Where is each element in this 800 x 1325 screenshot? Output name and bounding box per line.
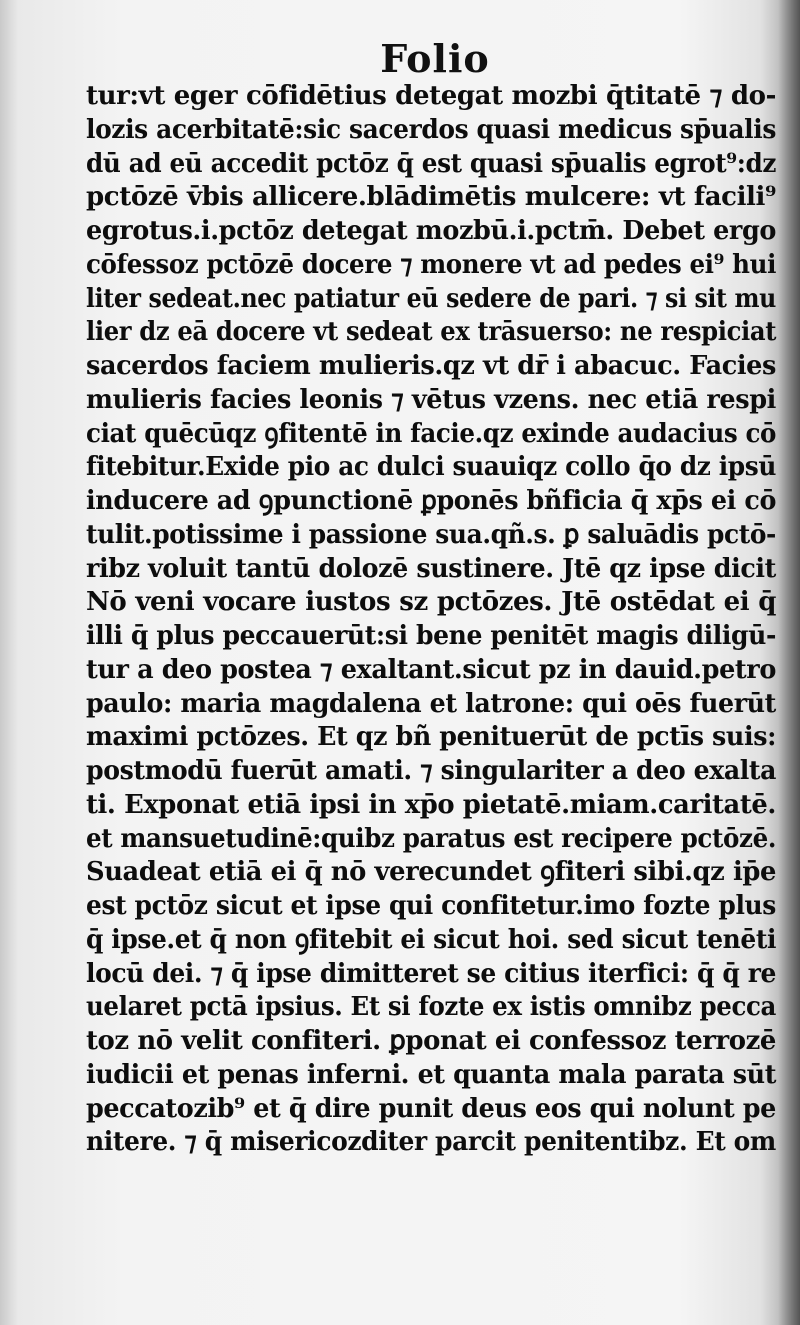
text-line: toz nō velit confiteri. ꝑponat ei confessoz terrozē [86, 1026, 776, 1056]
text-line: lier dz eā docere vt sedeat ex trāsuerso: ne respiciat [86, 317, 777, 348]
text-line: mulieris facies leonis ⁊ vētus vzens. nec etiā respi [86, 384, 776, 415]
text-line: iudicii et penas inferni. et quanta mala parata sūt [86, 1059, 777, 1090]
text-line: sacerdos faciem mulieris.qz vt dr̄ i abacuc. Facies [86, 351, 777, 381]
text-line: nitere. ⁊ q̄ misericozditer parcit penitentibz. Et om [86, 1127, 776, 1158]
text-line: pctōzē v̄bis allicere.blādimētis mulcere: vt facili⁹ [86, 182, 776, 213]
text-line: illi q̄ plus peccauerūt:si bene penitēt magis diligū- [86, 621, 777, 651]
text-line: Nō veni vocare iustos sz pctōzes. Jtē ostēdat ei q̄ [86, 587, 776, 618]
text-line: maximi pctōzes. Et qz bñ penituerūt de pctīs suis: [86, 722, 777, 753]
text-line: cōfessoz pctōzē docere ⁊ monere vt ad pedes ei⁹ hui [86, 249, 777, 280]
text-line: inducere ad ꝯpunctionē ꝑponēs bñficia q̄ xp̄s ei cō [86, 486, 777, 516]
text-line: paulo: maria magdalena et latrone: qui oēs fuerūt [86, 688, 776, 719]
text-line: tur a deo postea ⁊ exaltant.sicut pz in dauid.petro [86, 654, 776, 685]
text-line: dū ad eū accedit pctōz q̄ est quasi sp̄ualis egrot⁹:dz [86, 148, 777, 179]
text-line: postmodū fuerūt amati. ⁊ singulariter a deo exalta [86, 756, 777, 786]
text-line: egrotus.i.pctōz detegat mozbū.i.pctm̄. Debet ergo [86, 216, 777, 246]
page-header: Folio [380, 36, 490, 81]
text-line: uelaret pctā ipsius. Et si fozte ex istis omnibz pecca [86, 992, 776, 1023]
page-edge-shadow [778, 0, 800, 1325]
text-line: liter sedeat.nec patiatur eū sedere de pari. ⁊ si sit mu [86, 283, 777, 314]
text-line: ribz voluit tantū dolozē sustinere. Jtē qz ipse dicit [86, 553, 777, 584]
text-line: peccatozib⁹ et q̄ dire punit deus eos qui nolunt pe [86, 1093, 776, 1124]
text-line: et mansuetudinē:quibz paratus est recipere pctōzē. [86, 823, 777, 854]
text-line: ti. Exponat etiā ipsi in xp̄o pietatē.miam.caritatē. [86, 789, 776, 820]
text-line: est pctōz sicut et ipse qui confitetur.imo fozte plus [86, 891, 776, 921]
text-line: Suadeat etiā ei q̄ nō verecundet ꝯfiteri sibi.qz ip̄e [86, 857, 776, 888]
text-line: tulit.potissime i passione sua.qñ.s. ꝑ saluādis pctō- [86, 519, 776, 550]
text-line: ciat quēcūqz ꝯfitentē in facie.qz exinde audacius cō [86, 418, 777, 449]
text-line: lozis acerbitatē:sic sacerdos quasi medicus sp̄ualis [86, 114, 776, 145]
text-block [86, 80, 776, 1160]
text-line: tur:vt eger cōfidētius detegat mozbi q̄titatē ⁊ do- [86, 81, 776, 111]
text-line: locū dei. ⁊ q̄ ipse dimitteret se citius iterfici: q̄ q̄ re [86, 958, 777, 989]
text-line: q̄ ipse.et q̄ non ꝯfitebit ei sicut hoi. sed sicut tenēti [86, 924, 777, 955]
text-line: fitebitur.Exide pio ac dulci suauiqz collo q̄o dz ipsū [86, 452, 777, 483]
